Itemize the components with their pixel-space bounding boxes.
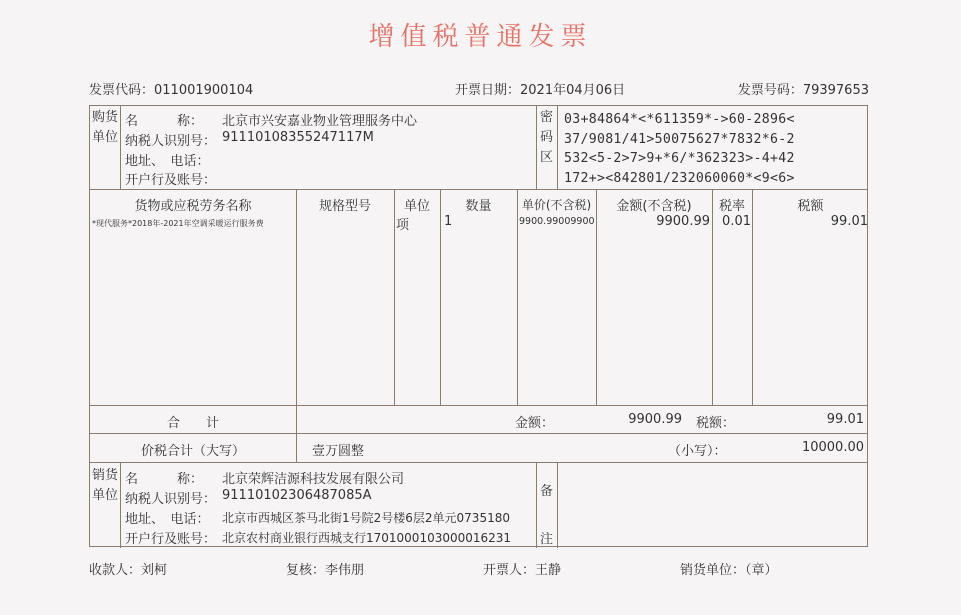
col-header-rate: 税率 xyxy=(718,199,745,214)
grand-total-small-value: 10000.00 xyxy=(801,440,864,455)
issuer xyxy=(483,559,561,578)
item-tax: 99.01 xyxy=(830,214,868,229)
seller-bank-value: 北京农村商业银行西城支行1701000103000016231 xyxy=(222,531,512,545)
cipher-area xyxy=(564,110,795,188)
total-amount-value: 9900.99 xyxy=(628,412,682,427)
seller-address-label: 地址、 电话： xyxy=(125,512,210,527)
invoice-code xyxy=(89,79,253,98)
total-tax-value: 99.01 xyxy=(826,412,864,427)
seller-bank-label: 开户行及账号： xyxy=(125,532,217,547)
col-header-qty: 数量 xyxy=(465,199,492,214)
reviewer-label: 复核： xyxy=(286,563,326,578)
invoice-table xyxy=(89,105,868,547)
seller-address-value: 北京市西城区茶马北街1号院2号楼6层2单元0735180 xyxy=(222,511,510,525)
total-label: 合 计 xyxy=(166,416,219,431)
item-qty: 1 xyxy=(444,214,453,229)
buyer-bank-label: 开户行及账号： xyxy=(125,173,217,188)
total-amount-label: 金额： xyxy=(515,416,555,431)
buyer-section-label: 购货单位 xyxy=(91,110,118,145)
col-header-spec: 规格型号 xyxy=(318,199,371,214)
invoice-number-value: 79397653 xyxy=(802,83,869,98)
invoice-date xyxy=(455,79,625,98)
item-unit: 项 xyxy=(396,218,410,233)
col-header-unit: 单位 xyxy=(403,199,430,214)
buyer-tax-id-label: 纳税人识别号： xyxy=(125,134,217,149)
payee-label: 收款人： xyxy=(89,563,142,578)
grand-total-small-label: （小写）： xyxy=(668,444,727,459)
item-amount: 9900.99 xyxy=(656,214,710,229)
grand-total-label: 价税合计（大写） xyxy=(140,444,245,459)
payee xyxy=(89,559,167,578)
buyer-name-value: 北京市兴安嘉业物业管理服务中心 xyxy=(222,114,418,129)
invoice-number-label: 发票号码： xyxy=(737,83,803,98)
cipher-line: 03+84864*<*611359*->60-2896< xyxy=(564,112,795,127)
col-header-name: 货物或应税劳务名称 xyxy=(134,199,252,214)
cipher-line: 37/9081/41>50075627*7832*6-2 xyxy=(564,131,795,147)
invoice-number xyxy=(738,79,869,98)
grand-total-words: 壹万圆整 xyxy=(312,444,365,459)
remark-label: 备注 xyxy=(539,484,553,547)
seller-name-value: 北京荣辉洁源科技发展有限公司 xyxy=(222,472,405,487)
item-price: 9900.99009900 xyxy=(519,216,595,227)
seller-stamp-label: 销货单位：（章） xyxy=(680,563,778,578)
item-rate: 0.01 xyxy=(722,214,751,229)
col-header-amount: 金额(不含税) xyxy=(616,199,692,214)
buyer-address-label: 地址、 电话： xyxy=(125,154,210,169)
cipher-line: 532<5-2>7>9+*6/*362323>-4+42 xyxy=(564,151,795,166)
issuer-label: 开票人： xyxy=(483,563,536,578)
invoice-date-label: 开票日期： xyxy=(455,83,521,98)
buyer-name-label: 名 称： xyxy=(125,114,204,129)
seller-name-label: 名 称： xyxy=(125,472,204,487)
issuer-value: 王静 xyxy=(535,563,562,578)
total-tax-label: 税额： xyxy=(696,416,736,431)
payee-value: 刘柯 xyxy=(141,563,168,578)
invoice-title: 增值税普通发票 xyxy=(368,22,593,52)
item-name: *现代服务*2018年-2021年空调采暖运行服务费 xyxy=(92,219,264,228)
col-header-tax: 税额 xyxy=(797,199,824,214)
cipher-section-label: 密码区 xyxy=(539,110,553,165)
invoice-date-value: 2021年04月06日 xyxy=(520,83,626,98)
cipher-line: 172+><842801/232060060*<9<6> xyxy=(564,170,795,186)
reviewer xyxy=(286,559,364,578)
buyer-tax-id-value: 91110108355247117M xyxy=(222,130,374,145)
reviewer-value: 李伟朋 xyxy=(325,563,365,578)
col-header-price: 单价(不含税) xyxy=(521,198,592,212)
seller-tax-id-value: 91110102306487085A xyxy=(222,488,372,503)
invoice-code-value: 011001900104 xyxy=(154,83,254,98)
seller-section-label: 销货单位 xyxy=(91,468,118,503)
seller-tax-id-label: 纳税人识别号： xyxy=(125,492,217,507)
invoice-code-label: 发票代码： xyxy=(89,83,155,98)
